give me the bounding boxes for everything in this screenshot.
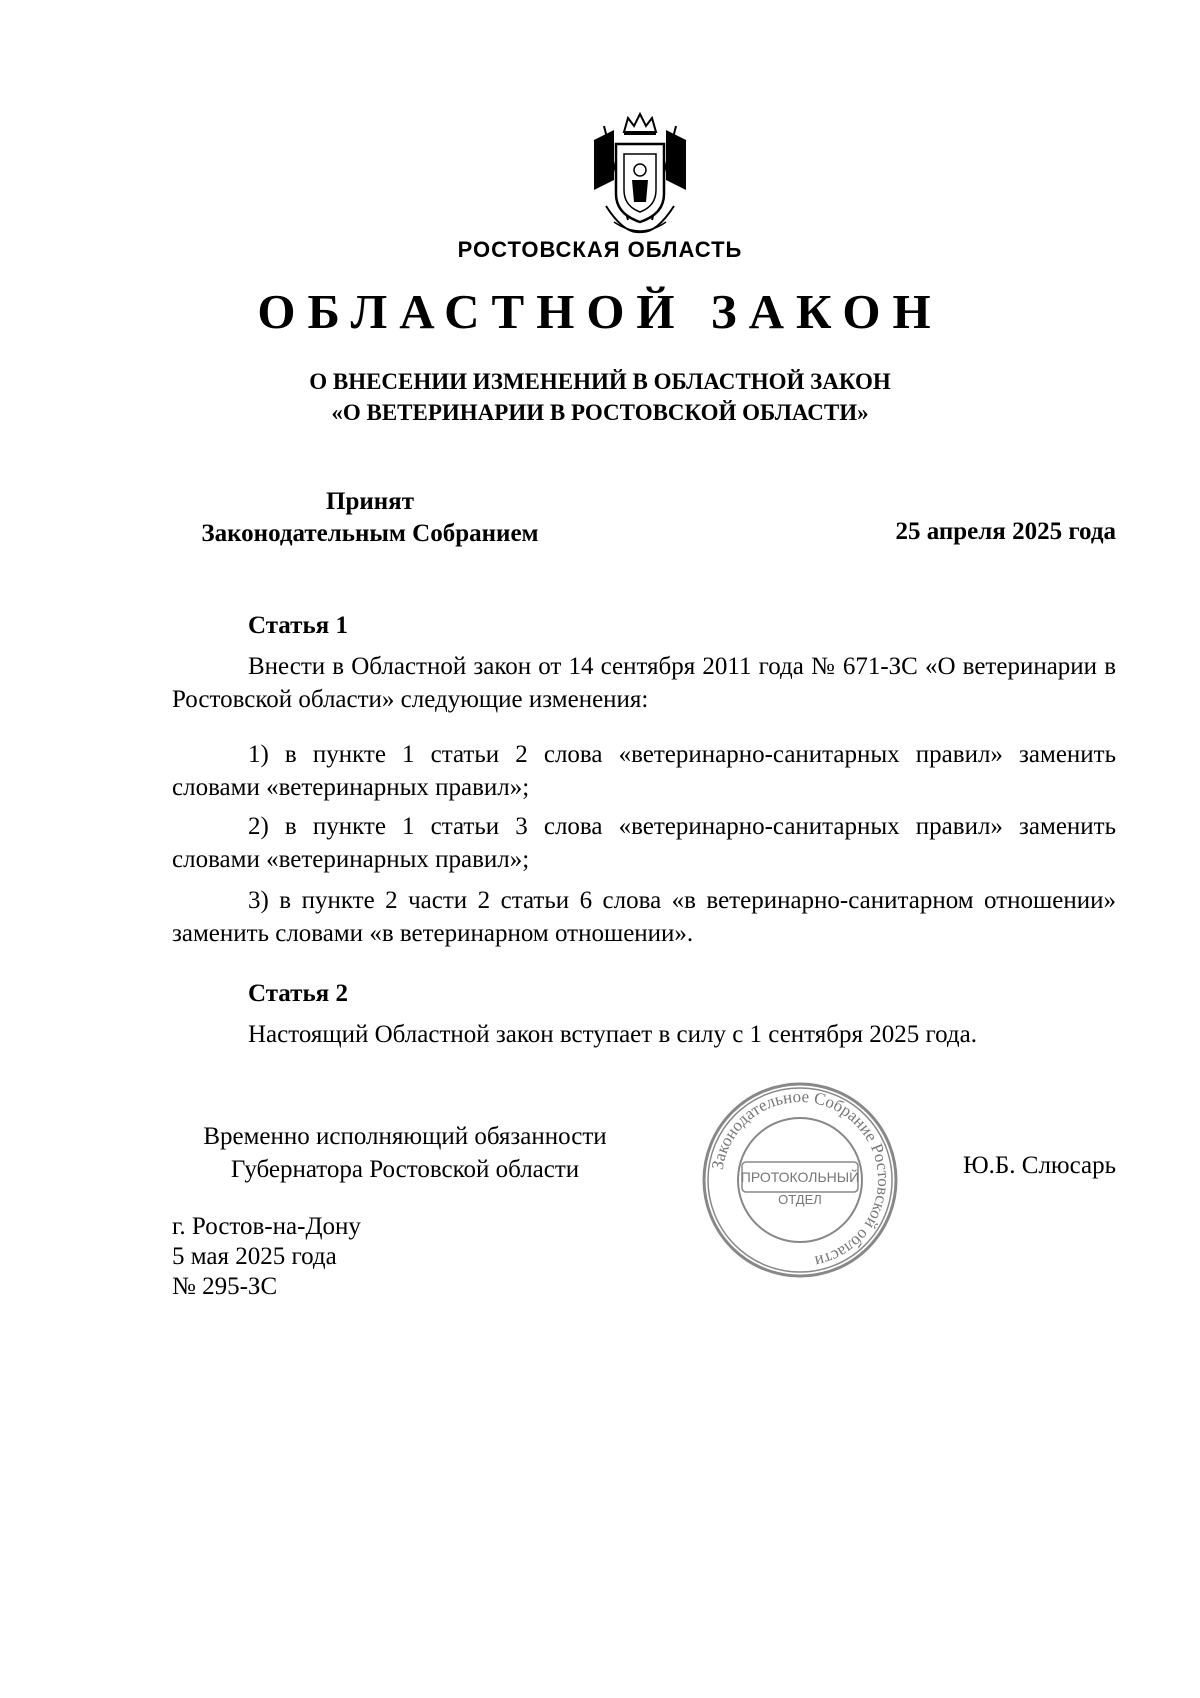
document-type: ОБЛАСТНОЙ ЗАКОН [257, 284, 943, 339]
rostov-oblast-coat-of-arms-icon [584, 110, 696, 240]
law-title-line-2: «О ВЕТЕРИНАРИИ В РОСТОВСКОЙ ОБЛАСТИ» [331, 400, 869, 425]
article-1-item-2: 2) в пункте 1 статьи 3 слова «ветеринарно-санитарных правил» заменить словами «ветеринарных правил»; [172, 813, 1116, 873]
law-title-line-1: О ВНЕСЕНИИ ИЗМЕНЕНИЙ В ОБЛАСТНОЙ ЗАКОН [309, 369, 891, 394]
signer-title [170, 1120, 640, 1186]
seal-inner-line-2: ОТДЕЛ [778, 1192, 822, 1207]
adoption-block [140, 486, 600, 550]
article-1-intro: Внести в Областной закон от 14 сентября 2011 года № 671-ЗС «О ветеринарии в Ростовской области» следующие изменения: [172, 653, 1116, 713]
adoption-date: 25 апреля 2025 года [895, 518, 1116, 545]
seal-outer-text: Законодательное Собрание Ростовской области [707, 1086, 894, 1272]
official-seal-icon [700, 1080, 900, 1280]
article-1-item-3: 3) в пункте 2 части 2 статьи 6 слова «в ветеринарно-санитарном отношении» заменить словами «в ветеринарном отношении». [172, 887, 1116, 947]
article-1-item-1: 1) в пункте 1 статьи 2 слова «ветеринарно-санитарных правил» заменить словами «ветеринарных правил»; [172, 741, 1116, 801]
law-number: № 295-ЗС [172, 1273, 278, 1300]
city: г. Ростов-на-Дону [172, 1213, 361, 1240]
article-1-heading: Статья 1 [248, 612, 348, 639]
adoption-line-2: Законодательным Собранием [201, 520, 539, 547]
signer-name: Ю.Б. Слюсарь [962, 1152, 1116, 1179]
place-and-number [172, 1212, 361, 1302]
region-name: РОСТОВСКАЯ ОБЛАСТЬ [457, 237, 743, 262]
signer-title-line-1: Временно исполняющий обязанности [203, 1123, 607, 1150]
signer-title-line-2: Губернатора Ростовской области [230, 1156, 580, 1183]
seal-inner-line-1: ПРОТОКОЛЬНЫЙ [740, 1169, 860, 1185]
article-2-text: Настоящий Областной закон вступает в силу с 1 сентября 2025 года. [248, 1021, 977, 1048]
signing-date: 5 мая 2025 года [172, 1243, 337, 1270]
article-2-heading: Статья 2 [248, 980, 348, 1007]
law-title [0, 366, 1200, 428]
adoption-line-1: Принят [326, 488, 414, 515]
